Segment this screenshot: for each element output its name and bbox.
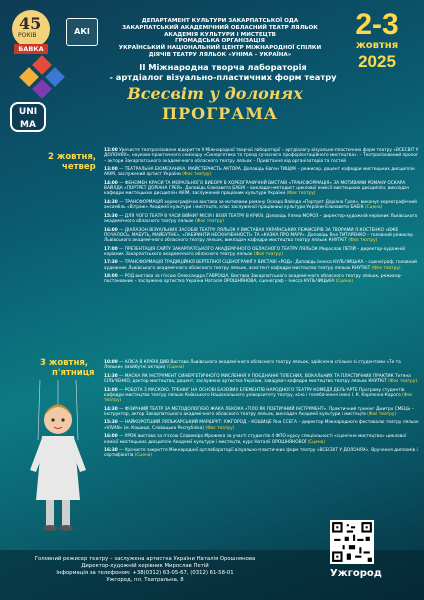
event-dates	[336, 10, 418, 72]
puppet-illustration	[18, 380, 98, 540]
schedule-item: 16:00 — УРОК вистава за п'єсою Славоміра Мрожека за участі студентів 4 ФПО курсу спеціальності «сценічне мистецтво» циклової комісії мистецьких дисциплін Академії культури і мистецтв, курс Наталії ОРОШНЯНОВОЇ (Сцена)	[104, 434, 407, 445]
organizer-line: ЗАКАРПАТСЬКИЙ АКАДЕМІЧНИЙ ОБЛАСНИЙ ТЕАТР ЛЯЛЬОК	[122, 24, 318, 31]
schedule-item: 14:00 — ФЕНОМЕН КРАСИ ТА МОРАЛЬНОГО ВИБОРУ В ХОРЕОГРАФІЧНІЙ ВИСТАВІ «ТРАНСФОРМАЦІЯ» ЗА МОТИВАМИ РОМАНУ ОСКАРА ВАЙЛДА «ПОРТРЕТ ДОРІАНА ГРЕЯ». Доповідь Єлизавета БАБІК – викладач-методист циклової комісії мистецьких дисциплін, викладач кафедри мистецьких дисциплін АКІМ, заслужений працівник культури України (Фоє театру)	[104, 180, 410, 197]
organizer-line: УКРАЇНСЬКИЙ НАЦІОНАЛЬНИЙ ЦЕНТР МІЖНАРОДНОЇ СПІЛКИ	[118, 45, 322, 52]
schedule-item: 15:30 — НАЙКОРОТШИЙ ЛЯЛЬКАРСЬКИЙ МАРШРУТ: УЖГОРОД – КОШИЦЕ Яна ССЕГА – директор Міжнародного фестивалю театру ляльок «VIVAN» (м. Кошице, Словацька Республіка) (Фоє театру)	[104, 420, 419, 431]
organizer-line: ДЕПАРТАМЕНТ КУЛЬТУРИ ЗАКАРПАТСЬКОЇ ОДА	[141, 18, 299, 24]
schedule-item: 16:00 — ДІАЛАЗОН ВІЗУАЛЬНИХ ЗАСОБІВ ТЕАТРУ ЛЯЛЬОК У ВИСТАВАХ УКРАЇНСЬКИХ РЕЖИСЕРІВ ЗА ТВОРАМИ Л.КОСТЕНКО «ВЖЕ ПОЧАЛОСЬ, МАБУТЬ, МАЙБУТНЄ», «ЛАБІРИНТИ НЕСКІНЧЕННОСТІ» ТА «КАЗКА ПРО МАРУ». Доповідь Яна ТИТАРЕНКО – головний режисер Львівського академічного обласного театру ляльок, викладач кафедри мистецтва театру ляльок КНУТКіТ (Фоє театру)	[104, 227, 413, 244]
unima-logo: UNI MA	[10, 102, 46, 132]
schedule-item: 11:30 — МАСКА ЯК ІНСТРУМЕНТ СИНЕРГЕТИЧНОГО МИСЛЕННЯ У ПОЄДНАННІ ТІЛЕСНИХ, ВОКАЛЬНИХ ТА ПЛАСТИЧНИХ ПРАКТИК Тетяна СІЛЬЧЕНКО, доктор мистецтва, доцент, заслужена артистка України, завідувач кафедри мистецтва театру ляльок КНУТКіТ (Фоє театру)	[104, 373, 418, 385]
schedule-item: 16:30 — Урочисте закриття Міжнародної артлабораторії візуально-пластичних форм театру «ВСЕСВІТ У ДОЛОНЯХ». Вручення дипломів і сертифікатів (Сцена)	[104, 447, 418, 459]
footer-info	[20, 556, 270, 584]
program-heading: ПРОГРАМА	[162, 104, 278, 123]
day1-weekday: четвер	[62, 162, 96, 172]
schedule-item: 17:00 — ПРЕЗЕНТАЦІЯ САЙТУ ЗАКАРПАТСЬКОГО АКАДЕМІЧНОГО ОБЛАСНОГО ТЕАТРУ ЛЯЛЬОК Мирослав ПЕТІЙ – директор-художній керівник Закарпатського академічного обласного театру ляльок (Фоє театру)	[104, 246, 406, 257]
anniversary-band: БАВКА	[14, 44, 48, 54]
schedule-item: 18:00 — РОД вистава за п'єсою Олександра ГАВРОША. Вистава Закарпатського академічного обласного театру ляльок, режисер-постановник – заслужена артистка України Наталія ОРОШНЯНОВА, сценограф – Інесса КУЛЬЧИЦЬКА (Сцена)	[104, 274, 403, 285]
day2-date: 3 жовтня,	[40, 358, 89, 368]
qr-code[interactable]	[330, 520, 374, 564]
footer-line1: Головний режисер театру – заслужена артистка України Наталія Орошнянова	[34, 556, 256, 562]
subtitle-line1: ІІ Міжнародна творча лабораторія	[139, 62, 307, 72]
schedule-item: 14:30 — ФІЗИЧНИЙ ТЕАТР ЗА МЕТОДОЛОГІЄЮ ЖАКА ЛЕКОКА «ТІЛО ЯК ПОЕТИЧНИЙ ІНСТРУМЕНТ». Практичний тренінг Дмитро СМЕЦЬ – інструктор, актор Закарпатського академічного обласного театру ляльок, викладач Академії культури і мистецтв (Фоє театру)	[104, 406, 414, 417]
day1-date: 2 жовтня,	[48, 152, 97, 162]
schedule-item: 17:30 — ТРАНСФОРМАЦІЯ ТРАДИЦІЙНОЇ ВЕРТЕПНОЇ СЦЕНОГРАФІЇ У ВИСТАВІ «РОД». Доповідь Іннеса КУЛЬЧИЦЬКА – сценограф, головний художник Львівського академічного обласного театру ляльок, асистент кафедри мистецтва театру ляльок КНУТКіТ (Фоє театру)	[104, 260, 417, 271]
anniversary-sub: РОКІВ	[18, 32, 37, 39]
organizer-line: ГРОМАДСЬКА ОРГАНІЗАЦІЯ	[175, 38, 265, 45]
organizer-line: ДІЯЧІВ ТЕАТРУ ЛЯЛЬОК «УНІМА – УКРАЇНА»	[148, 51, 292, 58]
day2-schedule	[104, 360, 420, 462]
day2-label	[40, 358, 94, 378]
event-title: Всесвіт у долонях	[127, 84, 303, 103]
schedule-item: 13:00 — ТЕАТРАЛЬНА БІОМЕХАНІКА. МАЙСТЕРНІСТЬ АКТОРА. Доповідь Євген ТИЩУК – режисер, доцент кафедри мистецьких дисциплін АКІМ, заслужений артист України (Фоє театру)	[104, 167, 415, 178]
city-label: Ужгород	[330, 568, 382, 579]
schedule-item: 15:30 — ДЛЯ ЧОГО ТЕАТР В ЧАСИ ВІЙНИ? МІСІЯ І ВІЗІЯ ТЕАТРУ В КРИЗІ. Доповідь Уляна МОРОЗ – директор-художній керівник Львівського академічного обласного театру ляльок (Фоє театру)	[104, 213, 418, 225]
day1-label	[48, 152, 96, 172]
event-subtitle	[98, 62, 348, 82]
day2-weekday: п'ятниця	[52, 368, 95, 378]
organizer-line: АКАДЕМІЯ КУЛЬТУРИ І МИСТЕЦТВ	[164, 31, 276, 38]
event-month: жовтня	[355, 40, 399, 51]
footer-line3: Інформація за телефоном: +38(0312) 63-05-67, (0312) 61-58-01	[56, 569, 234, 576]
event-days: 2-3	[355, 8, 399, 41]
footer-line2: Директор-художній керівник Мирослав Петій	[81, 562, 209, 569]
schedule-item: 14:30 — ТРАНСФОРМАЦІЯ хореографічна вистава за мотивами роману Оскара Вайлда «Портрет Доріана Грея», виконує хореографічний ансамбль «Вітраж» Академії культури і мистецтв, клас заслуженої працівниці культури України Єлизавети БАБІК (Сцена)	[104, 199, 417, 211]
anniversary-number: 45	[19, 14, 42, 33]
schedule-item: 12:00 — РОБОТА З МАСКОЮ. ТРЕНІНГ НА ОСНОВІ БАЗОВИХ ЕЛЕМЕНТІВ НАРОДНОГО ТЕАТРУ КОМЕДІЇ ДЕЛЬ'АРТЕ Програму студентів кафедри мистецтва театру ляльок Київського Національного університету театру, кіно і телебачення імені І. К. Карпенка-Карого (Фоє театру)	[104, 387, 413, 404]
organizers-block	[100, 18, 340, 59]
anniversary-logo	[6, 10, 56, 60]
schedule-item: 12:00 Урочисте театралізоване відкриття II Міжнародної творчої лабораторії – артдіалогу візуально-пластичних форм театру «ВСЕСВІТ У ДОЛОНЯХ», науково-практичного семінару «Синергетика та тренд сучасного профорієнтаційного мистецтва». – Театралізований пролог – актори Закарпатського академічного обласного театру ляльок – Привітання від організаторів та гостей	[104, 148, 419, 164]
event-year: 2025	[358, 52, 396, 71]
footer-line4: Ужгород, пл. Театральна, 8	[106, 576, 184, 583]
schedule-item: 10:00 — АЛІСА В КРАЇНІ ДИВ Вистава Львівського академічного обласного театру ляльок, здійснена спільно зі студентами «Те та Ляльки» (майбутні актори) (Сцена)	[104, 360, 401, 371]
subtitle-line2: - артдіалог візуально-пластичних форм театру	[109, 72, 337, 82]
aki-logo: АКІ	[66, 18, 98, 46]
diamonds-logo	[22, 58, 62, 98]
day1-schedule	[104, 148, 420, 288]
